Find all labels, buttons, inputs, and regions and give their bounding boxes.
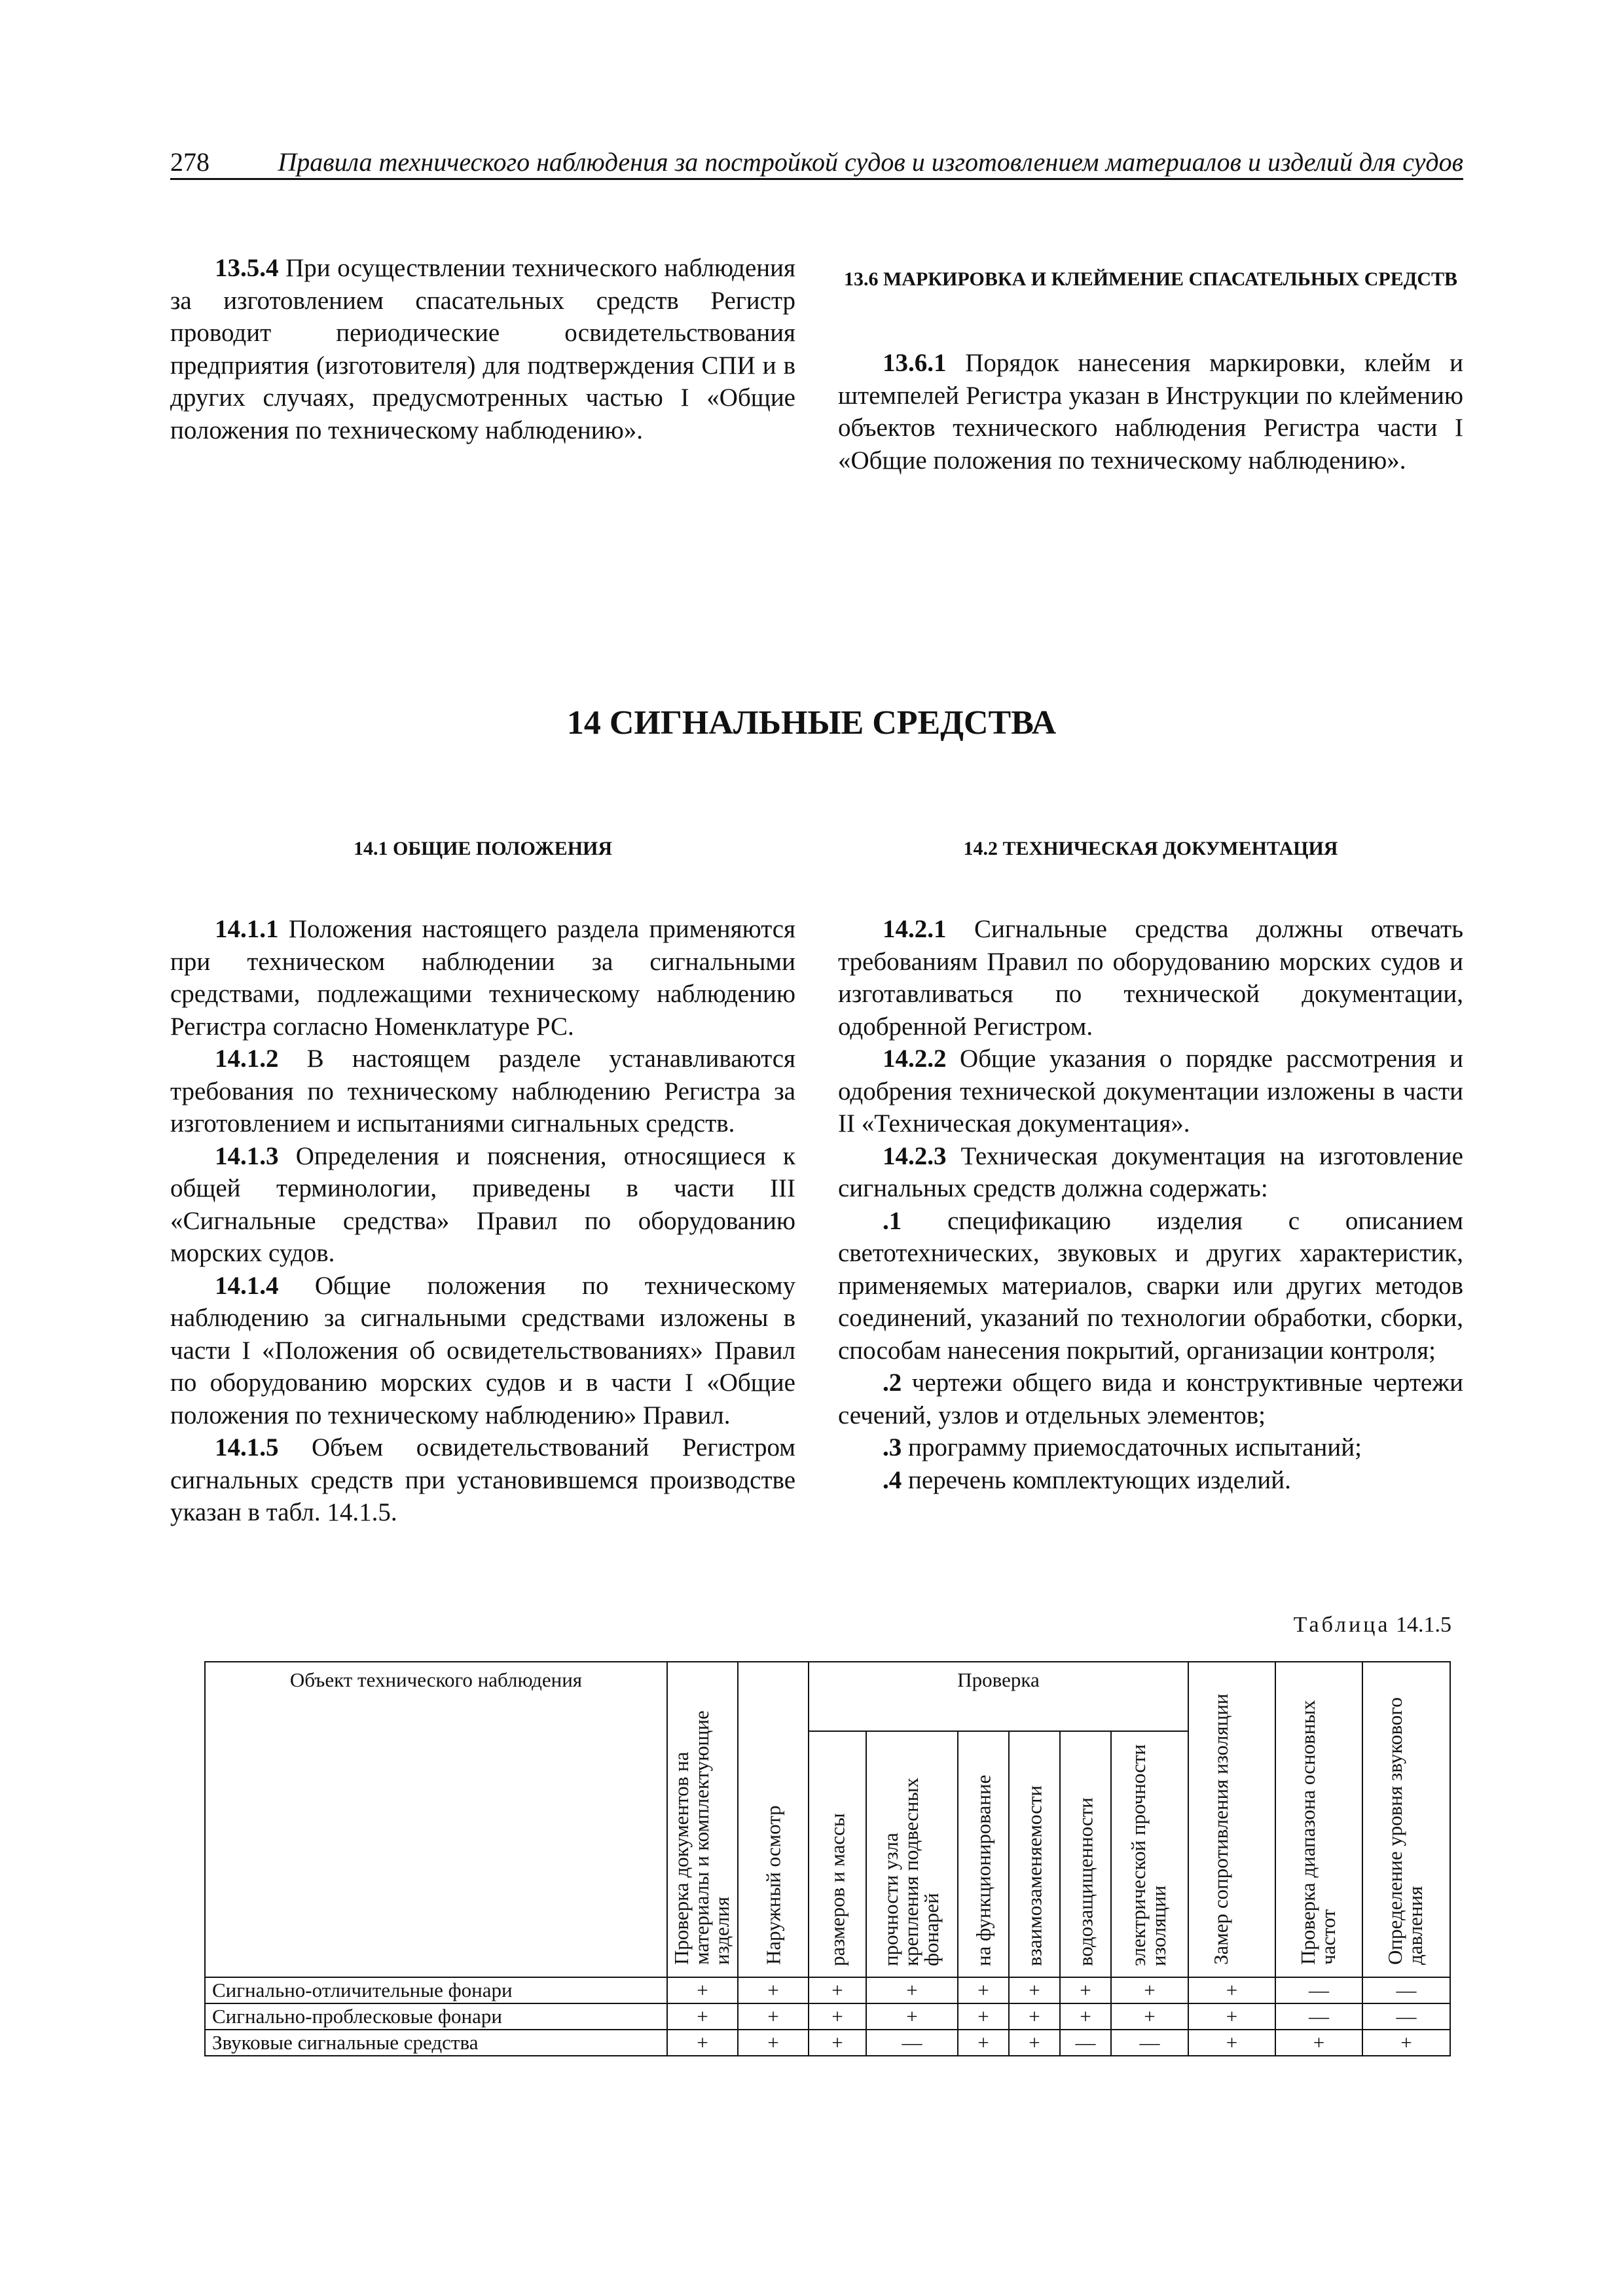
table-cell: + — [738, 2003, 809, 2030]
paragraph-text: Объем освидетельствований Регистром сигнальных средств при установившемся производстве указан в табл. 14.1.5. — [170, 1433, 795, 1526]
paragraph — [838, 1140, 1463, 1205]
list-item — [838, 1464, 1463, 1497]
section-heading-14-2: 14.2 ТЕХНИЧЕСКАЯ ДОКУМЕНТАЦИЯ — [963, 838, 1338, 859]
paragraph-text: чертежи общего вида и конструктивные чертежи сечений, узлов и отдельных элементов; — [838, 1369, 1463, 1429]
paragraph-number: 13.6.1 — [883, 349, 947, 377]
header-interchange — [1009, 1731, 1060, 1977]
header-visual — [738, 1662, 809, 1977]
table-cell: — — [1275, 1977, 1362, 2003]
table-cell: — — [1362, 1977, 1450, 2003]
header-resistance — [1188, 1662, 1275, 1977]
table-cell: + — [1111, 1977, 1188, 2003]
section-13-6-1 — [838, 347, 1463, 476]
paragraph-text: Определения и пояснения, относящиеся к общей терминологии, приведены в части III «Сигнальные средства» Правил по оборудованию морских судов. — [170, 1141, 795, 1267]
row-name: Звуковые сигнальные средства — [205, 2030, 667, 2056]
paragraph-number: 14.2.2 — [883, 1045, 947, 1073]
paragraph-number: 14.1.2 — [215, 1045, 279, 1073]
column-header-label: Проверка диапазона основных частот — [1296, 1700, 1340, 1965]
table-cell: + — [1362, 2030, 1450, 2056]
paragraph-text: перечень комплектующих изделий. — [902, 1465, 1291, 1494]
paragraph-text: Таблица — [1293, 1613, 1391, 1637]
paragraph — [170, 913, 795, 1043]
table-cell: + — [1009, 1977, 1060, 2003]
paragraph — [838, 913, 1463, 1043]
paragraph-number: 14.2.1 — [883, 915, 947, 943]
running-header — [170, 144, 1463, 180]
column-header-label: прочности узла крепления подвесных фонарей — [879, 1777, 943, 1966]
section-14-1-body — [170, 913, 795, 1529]
table-row — [205, 2030, 1450, 2056]
page-number: 278 — [170, 147, 210, 177]
header-insulation-strength — [1111, 1731, 1188, 1977]
table-cell: + — [738, 2030, 809, 2056]
paragraph — [838, 1043, 1463, 1140]
header-size-mass — [809, 1731, 866, 1977]
table-cell: + — [958, 1977, 1009, 2003]
running-title: Правила технического наблюдения за постройкой судов и изготовлением материалов и изделий для судов — [278, 147, 1463, 177]
header-function — [958, 1731, 1009, 1977]
table-cell: + — [738, 1977, 809, 2003]
paragraph-number: 14.1.1 — [215, 915, 279, 943]
paragraph-text: программу приемосдаточных испытаний; — [902, 1433, 1362, 1462]
table-cell: + — [809, 2003, 866, 2030]
column-header-label: Наружный осмотр — [761, 1805, 785, 1965]
table-cell: — — [1060, 2030, 1111, 2056]
paragraph-text: Сигнальные средства должны отвечать требованиям Правил по оборудованию морских судов и изготавливаться по технической документации, одобренной Регистром. — [838, 915, 1463, 1041]
item-number: .4 — [883, 1465, 902, 1494]
table-cell: + — [866, 1977, 958, 2003]
item-number: .3 — [883, 1433, 902, 1462]
table-cell: + — [809, 2030, 866, 2056]
column-header-label: размеров и массы — [826, 1813, 849, 1966]
section-heading-14-1: 14.1 ОБЩИЕ ПОЛОЖЕНИЯ — [353, 838, 613, 859]
section-heading-13-6: 13.6 МАРКИРОВКА И КЛЕЙМЕНИЕ СПАСАТЕЛЬНЫХ СРЕДСТВ — [843, 268, 1458, 290]
paragraph-text: Положения настоящего раздела применяются при техническом наблюдении за сигнальными средствами, подлежащими техническому наблюдению Регистра согласно Номенклатуре РС. — [170, 915, 795, 1041]
item-number: .2 — [883, 1369, 902, 1397]
table-caption — [1294, 1613, 1451, 1638]
paragraph-text: В настоящем разделе устанавливаются требования по техническому наблюдению Регистра за изготовлением и испытаниями сигнальных средств. — [170, 1045, 795, 1138]
paragraph — [170, 252, 795, 446]
table-cell: + — [667, 2003, 738, 2030]
paragraph-text: спецификацию изделия с описанием светотехнических, звуковых и других характеристик, применяемых материалов, сварки или других методов соединений, указаний по технологии обработки, сборки, способам нанесения покрытий, организации контроля; — [838, 1206, 1463, 1365]
table-cell: + — [1111, 2003, 1188, 2030]
header-sound-pressure — [1362, 1662, 1450, 1977]
paragraph-text: Техническая документация на изготовление сигнальных средств должна содержать: — [838, 1141, 1463, 1202]
table-cell: + — [1188, 2003, 1275, 2030]
row-name: Сигнально-отличительные фонари — [205, 1977, 667, 2003]
paragraph — [170, 1270, 795, 1432]
paragraph — [170, 1431, 795, 1529]
table-cell: + — [1060, 2003, 1111, 2030]
list-item — [838, 1367, 1463, 1431]
column-header-label: на функционирование — [972, 1774, 995, 1966]
row-name: Сигнально-проблесковые фонари — [205, 2003, 667, 2030]
table-cell: + — [1188, 1977, 1275, 2003]
header-strength — [866, 1731, 958, 1977]
header-frequency — [1275, 1662, 1362, 1977]
paragraph-text: Общие указания о порядке рассмотрения и одобрения технической документации изложены в части II «Техническая документация». — [838, 1045, 1463, 1138]
header-waterproof — [1060, 1731, 1111, 1977]
paragraph-text: Общие положения по техническому наблюдению за сигнальными средствами изложены в части I «Положения об освидетельствованиях» Правил по оборудованию морских судов и в части I «Общие положения по техническому наблюдению» Правил. — [170, 1271, 795, 1429]
table-cell: — — [1111, 2030, 1188, 2056]
table-cell: + — [1009, 2003, 1060, 2030]
header-docs — [667, 1662, 738, 1977]
table-cell: + — [667, 1977, 738, 2003]
table-cell: + — [667, 2030, 738, 2056]
header-object: Объект технического наблюдения — [205, 1662, 667, 1977]
paragraph — [838, 347, 1463, 476]
header-check: Проверка — [809, 1662, 1188, 1731]
column-header-label: водозащищенности — [1074, 1797, 1097, 1966]
column-header-label: взаимозаменяемости — [1023, 1785, 1046, 1966]
column-header-label: электрической прочности изоляции — [1127, 1744, 1171, 1966]
list-item — [838, 1431, 1463, 1464]
table-cell: + — [809, 1977, 866, 2003]
paragraph — [170, 1043, 795, 1140]
table-cell: — — [1362, 2003, 1450, 2030]
table-14-1-5 — [204, 1661, 1451, 2056]
paragraph-number: 13.5.4 — [215, 254, 279, 282]
list-item — [838, 1205, 1463, 1367]
table-cell: — — [1275, 2003, 1362, 2030]
paragraph-text: При осуществлении технического наблюдения за изготовлением спасательных средств Регистр проводит периодические освидетельствования предприятия (изготовителя) для подтверждения СПИ и в других случаях, предусмотренных частью I «Общие положения по техническому наблюдению». — [170, 254, 795, 444]
table-cell: + — [1060, 1977, 1111, 2003]
column-header-label: Определение уровня звукового давления — [1383, 1697, 1427, 1965]
section-14-2-body — [838, 913, 1463, 1496]
table-cell: — — [866, 2030, 958, 2056]
table-row — [205, 1977, 1450, 2003]
table-cell: + — [1275, 2030, 1362, 2056]
table-cell: + — [1009, 2030, 1060, 2056]
item-number: .1 — [883, 1206, 902, 1235]
chapter-title: 14 СИГНАЛЬНЫЕ СРЕДСТВА — [566, 704, 1057, 742]
paragraph-number: 14.1.4 — [215, 1271, 279, 1300]
column-header-label: Проверка документов на материалы и комплектующие изделия — [670, 1710, 733, 1965]
table-cell: + — [958, 2030, 1009, 2056]
section-13-5-4 — [170, 252, 795, 446]
table-cell: + — [866, 2003, 958, 2030]
paragraph-text: Порядок нанесения маркировки, клейм и штемпелей Регистра указан в Инструкции по клеймению объектов технического наблюдения Регистра части I «Общие положения по техническому наблюдению». — [838, 349, 1463, 475]
paragraph-number: 14.1.5 — [215, 1433, 279, 1462]
paragraph — [170, 1140, 795, 1270]
table-cell: + — [1188, 2030, 1275, 2056]
paragraph-number: 14.2.3 — [883, 1141, 947, 1170]
paragraph-text: 14.1.5 — [1396, 1613, 1451, 1637]
paragraph-number: 14.1.3 — [215, 1141, 279, 1170]
column-header-label: Замер сопротивления изоляции — [1209, 1693, 1232, 1965]
table-cell: + — [958, 2003, 1009, 2030]
table-row — [205, 2003, 1450, 2030]
